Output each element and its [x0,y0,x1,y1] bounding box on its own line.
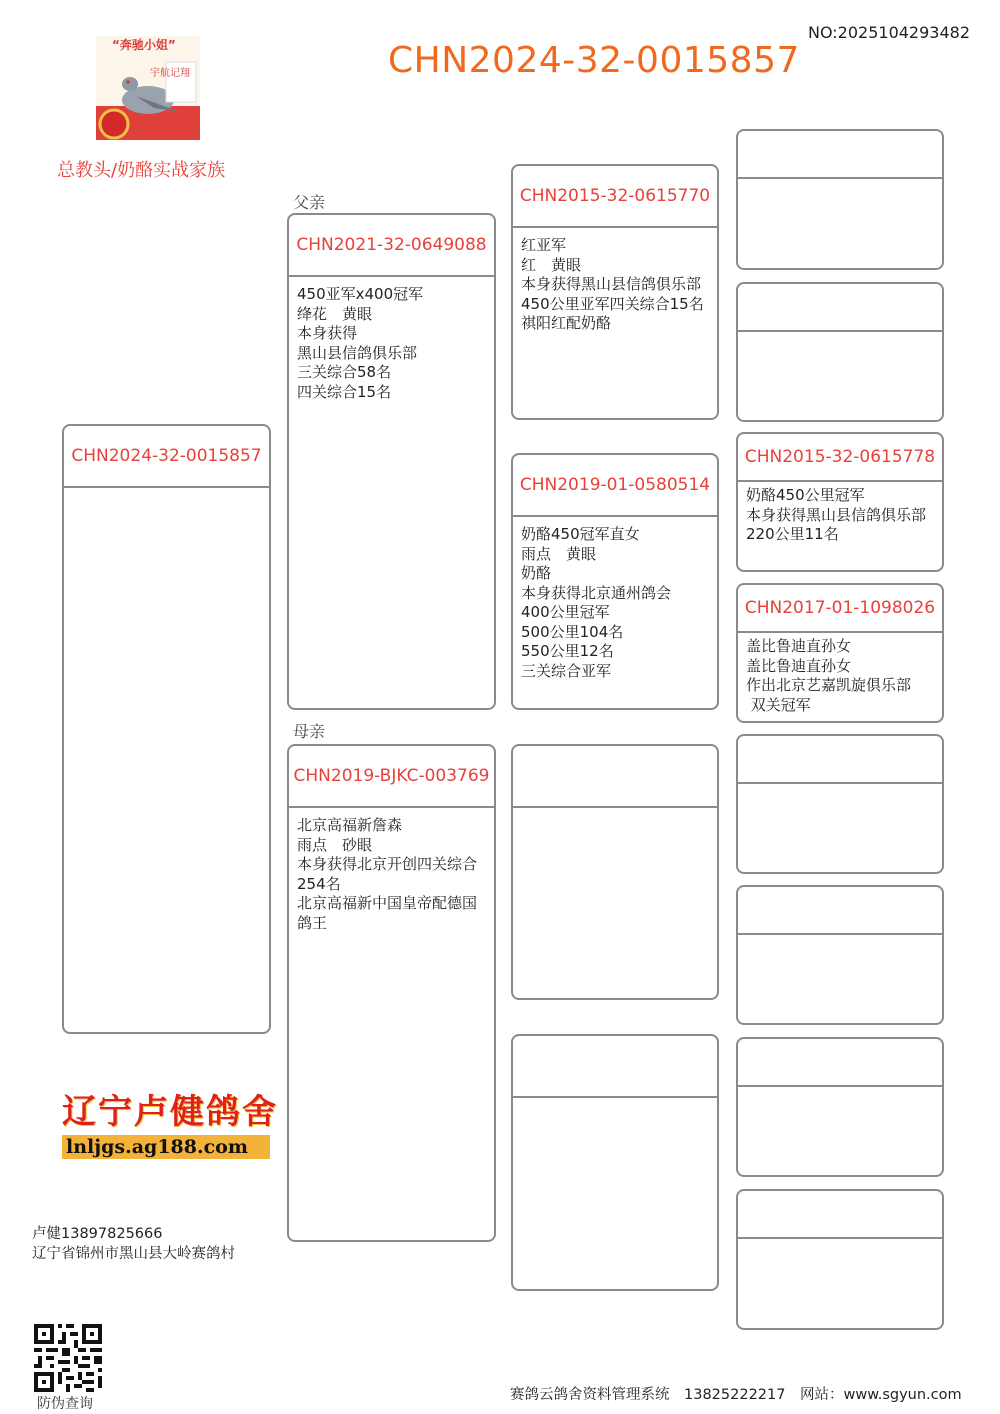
family-slogan: 总教头/奶酪实战家族 [57,160,226,181]
mother-line: 北京高福新詹森 [297,816,403,834]
system-footer: 赛鸽云鸽舍资料管理系统 13825222217 网站：www.sgyun.com [510,1387,962,1403]
father-label: 父亲 [293,193,326,212]
ggp-line: 盖比鲁迪直孙女 [746,656,852,675]
father-line: 450亚军x400冠军 [297,285,424,303]
paternal-grandmother-details [513,517,717,689]
ggp-line: 作出北京艺嘉凯旋俱乐部 [746,676,912,694]
paternal-grandfather-details [513,228,717,342]
contact-address: 辽宁省锦州市黑山县大岭赛鸽村 [32,1246,235,1262]
subject-card [62,424,271,1034]
photo-caption: “奔驰小姐” [112,38,176,52]
ggp-details-3 [738,482,942,553]
ggp-card-5 [736,734,944,874]
ggp-ring-2 [738,284,942,332]
paternal-grandmother-ring: CHN2019-01-0580514 [513,455,717,517]
mother-line: 北京高福新中国皇帝配德国鸽王 [297,894,478,932]
paternal-grandmother-card [511,453,719,710]
ggp-ring-8 [738,1191,942,1239]
ggp-ring-7 [738,1039,942,1087]
paternal-grandmother-line: 500公里104名 [521,622,624,641]
ggp-line: 220公里11名 [746,525,839,543]
ggp-card-7 [736,1037,944,1177]
mother-ring: CHN2019-BJKC-003769 [289,746,494,808]
paternal-grandmother-line: 550公里12名 [521,642,614,660]
qr-code-image [34,1324,102,1392]
father-card [287,213,496,710]
ggp-line: 盖比鲁迪直孙女 [746,637,852,655]
ggp-ring-4: CHN2017-01-1098026 [738,585,942,633]
ggp-line: 双关冠军 [746,695,811,714]
mother-label: 母亲 [293,722,326,741]
paternal-grandfather-line: 450公里亚军四关综合15名 [521,294,704,313]
subject-ring: CHN2024-32-0015857 [64,426,269,488]
paternal-grandfather-line: 红亚军 [521,236,567,254]
maternal-grandfather-card [511,744,719,1000]
ggp-line: 本身获得黑山县信鸽俱乐部 [746,505,927,524]
mother-line: 雨点 砂眼 [297,835,373,854]
father-line: 绛花 黄眼 [297,304,373,323]
paternal-grandmother-line: 雨点 黄眼 [521,544,597,563]
ggp-line: 奶酪450公里冠军 [746,486,865,504]
ggp-ring-5 [738,736,942,784]
father-line: 本身获得 [297,324,358,342]
loft-url: lnljgs.ag188.com [62,1135,270,1159]
ggp-card-4 [736,583,944,723]
father-line: 三关综合58名 [297,363,392,381]
mother-card [287,744,496,1242]
paternal-grandfather-ring: CHN2015-32-0615770 [513,166,717,228]
paternal-grandmother-line: 奶酪 [521,564,552,582]
ggp-details-4 [738,633,942,723]
certificate-number: NO:2025104293482 [808,23,971,42]
loft-name: 辽宁卢健鸽舍 [62,1092,278,1132]
ggp-card-1 [736,129,944,270]
mother-details [289,808,494,941]
ggp-ring-1 [738,131,942,179]
ggp-card-8 [736,1189,944,1330]
ggp-card-3 [736,432,944,572]
paternal-grandmother-line: 三关综合亚军 [521,661,612,680]
paternal-grandfather-line: 红 黄眼 [521,255,582,274]
contact-phone: 卢健13897825666 [32,1226,163,1242]
paternal-grandfather-card [511,164,719,420]
ggp-card-6 [736,885,944,1025]
maternal-grandfather-ring [513,746,717,808]
paternal-grandmother-line: 奶酪450冠军直女 [521,525,640,543]
photo-logo: 宇航记翔 [150,68,190,79]
paternal-grandfather-line: 本身获得黑山县信鸽俱乐部 [521,275,702,293]
pigeon-photo [96,36,200,140]
ggp-card-2 [736,282,944,422]
father-details [289,277,494,410]
father-line: 四关综合15名 [297,382,392,401]
father-line: 黑山县信鸽俱乐部 [297,343,418,362]
maternal-grandmother-ring [513,1036,717,1098]
loft-logo [62,1084,278,1158]
paternal-grandmother-line: 400公里冠军 [521,603,610,621]
mother-line: 本身获得北京开创四关综合254名 [297,855,478,893]
ggp-ring-6 [738,887,942,935]
qr-code[interactable] [34,1324,102,1392]
paternal-grandmother-line: 本身获得北京通州鸽会 [521,583,672,602]
father-ring: CHN2021-32-0649088 [289,215,494,277]
ggp-ring-3: CHN2015-32-0615778 [738,434,942,482]
paternal-grandfather-line: 祺阳红配奶酪 [521,314,612,332]
anti-fake-label: 防伪查询 [37,1396,93,1412]
page-title: CHN2024-32-0015857 [388,40,800,81]
maternal-grandmother-card [511,1034,719,1291]
